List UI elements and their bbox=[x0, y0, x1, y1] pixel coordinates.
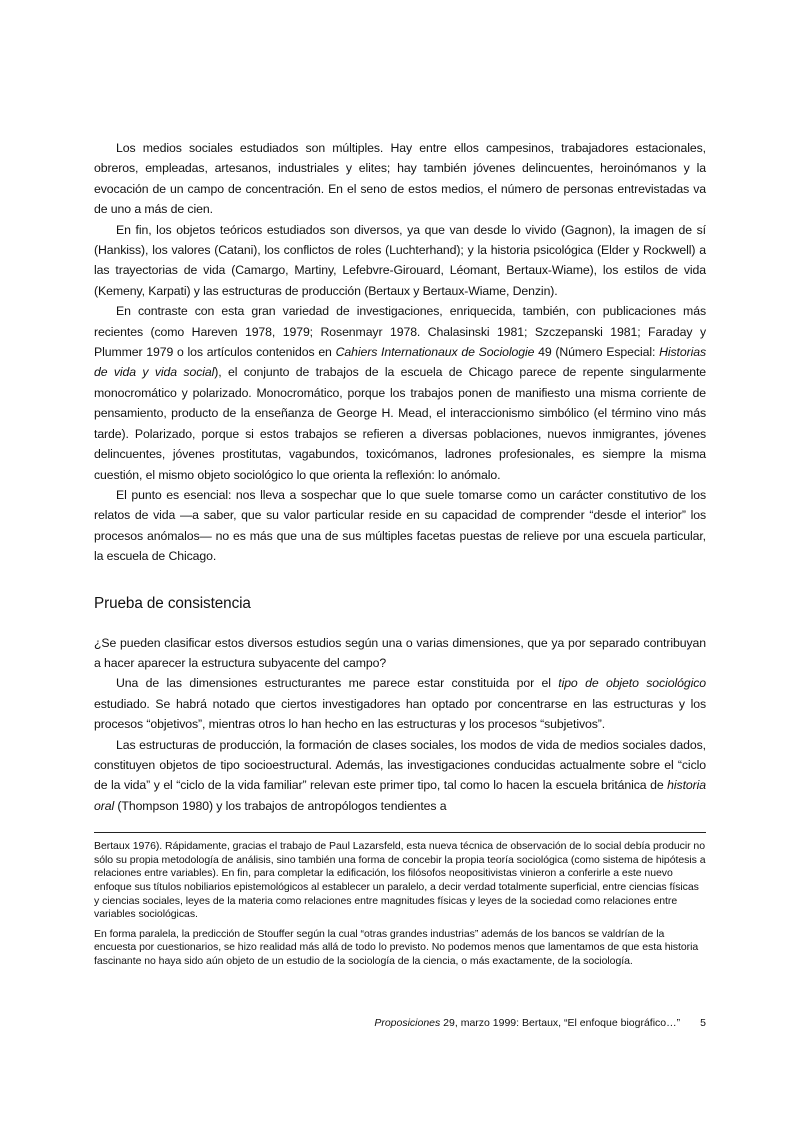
page-content bbox=[94, 138, 706, 969]
paragraph-dimensiones bbox=[94, 673, 706, 734]
footnote-stouffer: En forma paralela, la predicción de Stouffer según la cual “otras grandes industrias” además de los bancos se valdrían de la encuesta por cuestionarios, se hizo realidad más allá de todo lo previsto. No podemos menos que lamentamos de que esta historia fascinante no haya sido aún objeto de un estudio de la sociología de la ciencia, o más exactamente, de la sociología. bbox=[94, 927, 699, 967]
footnote-lazarsfeld: Bertaux 1976). Rápidamente, gracias el trabajo de Paul Lazarsfeld, esta nueva técnica de observación de lo social debía producir no sólo su propia metodología de análisis, sino también una forma de concebir la propia teoría sociológica (como sistema de hipótesis a relaciones entre variables). En fin, para completar la edificación, los filósofos neopositivistas vinieron a conferirle a este nuevo enfoque sus títulos nobiliarios epistemológicos al establecer un paralelo, a decir verdad totalmente superficial, entre ciencias físicas y ciencias sociales, leyes de la materia como relaciones entre magnitudes físicas y leyes de la sociedad como relaciones entre variables sociológicas. bbox=[94, 840, 706, 921]
special-issue-title: Historias de vida y vida social bbox=[94, 345, 706, 380]
emphasis-text: historia oral bbox=[94, 778, 706, 813]
section-heading: Prueba de consistencia bbox=[94, 594, 251, 612]
paragraph-text: En fin, los objetos teóricos estudiados son diversos, ya que van desde lo vivido (Gagnon), la imagen de sí (Hankiss), los valores (Catani), los conflictos de roles (Luchterhand); y la historia psicológica (Elder y Rockwell) a las trayectorias de vida (Camargo, Martiny, Lefebvre-Girouard, Léomant, Bertaux-Wiame), los estilos de vida (Kemeny, Karpati) y las estructuras de producción (Bertaux y Bertaux-Wiame, Denzin). bbox=[94, 222, 706, 298]
paragraph-text: El punto es esencial: nos lleva a sospechar que lo que suele tomarse como un carácter constitutivo de los relatos de vida —a saber, que su valor particular reside en su capacidad de comprender “desde el interior” los procesos anómalos— no es más que una de sus múltiples facetas puestas de relieve por una escuela particular, la escuela de Chicago. bbox=[94, 487, 706, 564]
page-number: 5 bbox=[700, 1017, 706, 1029]
paragraph-contraste bbox=[94, 301, 706, 485]
paragraph-punto-esencial bbox=[94, 485, 706, 567]
paragraph-text: Una de las dimensiones estructurantes me parece estar constituida por el bbox=[116, 676, 559, 691]
footer-journal: Proposiciones bbox=[374, 1017, 441, 1029]
paragraph-text: 49 (Número Especial: bbox=[534, 345, 660, 360]
paragraph-media-sociales bbox=[94, 138, 706, 220]
paragraph-text: ¿Se pueden clasificar estos diversos estudios según una o varias dimensiones, que ya por separado contribuyan a hacer aparecer la estructura subyacente del campo? bbox=[94, 635, 706, 670]
journal-title: Cahiers Internationaux de Sociologie bbox=[335, 345, 535, 360]
paragraph-text: ), el conjunto de trabajos de la escuela de Chicago parece de repente singularmente monocromático y polarizado. Monocromático, porque los trabajos ponen de manifiesto una misma corriente de pensamiento, producto de la enseñanza de George H. Mead, el interaccionismo simbólico (el término vino más tarde). Polarizado, porque si estos trabajos se refieren a diversas poblaciones, nuevos inmigrantes, jóvenes delincuentes, jóvenes prostitutas, vagabundos, toxicómanos, ladrones profesionales, es siempre la misma cuestión, el mismo objeto sociológico lo que orienta la reflexión: lo anómalo. bbox=[94, 365, 706, 482]
paragraph-text: Las estructuras de producción, la formación de clases sociales, los modos de vida de medios sociales dados, constituyen objetos de tipo socioestructural. Además, las investigaciones conducidas actualmente sobre el “ciclo de la vida” y el “ciclo de la vida familiar” relevan este primer tipo, tal como lo hacen la escuela británica de bbox=[94, 737, 706, 793]
paragraph-text: En contraste con esta gran variedad de investigaciones, enriquecida, también, con publicaciones más recientes (como Hareven 1978, 1979; Rosenmayr 1978. Chalasinski 1981; Szczepanski 1981; Faraday y Plummer 1979 o los artículos contenidos en bbox=[94, 304, 706, 360]
footer-citation: 29, marzo 1999: Bertaux, “El enfoque biográfico…” bbox=[440, 1017, 681, 1029]
paragraph-objetos-teoricos bbox=[94, 220, 706, 302]
footnote-separator bbox=[94, 832, 706, 833]
paragraph-pregunta bbox=[94, 633, 706, 674]
paragraph-text: Los medios sociales estudiados son múltiples. Hay entre ellos campesinos, trabajadores estacionales, obreros, empleadas, artesanos, industriales y elites; hay también jóvenes delincuentes, heroinómanos y la evocación de un campo de concentración. En el seno de estos medios, el número de personas entrevistadas va de uno a más de cien. bbox=[94, 141, 706, 217]
paragraph-text: (Thompson 1980) y los trabajos de antropólogos tendientes a bbox=[114, 798, 447, 813]
paragraph-estructuras bbox=[94, 735, 706, 817]
paragraph-text: estudiado. Se habrá notado que ciertos investigadores han optado por concentrarse en las estructuras y los procesos “objetivos”, mientras otros lo han hecho en las estructuras y los procesos “subjetivos”. bbox=[94, 696, 706, 732]
page-footer bbox=[94, 1016, 706, 1030]
emphasis-text: tipo de objeto sociológico bbox=[558, 676, 706, 691]
